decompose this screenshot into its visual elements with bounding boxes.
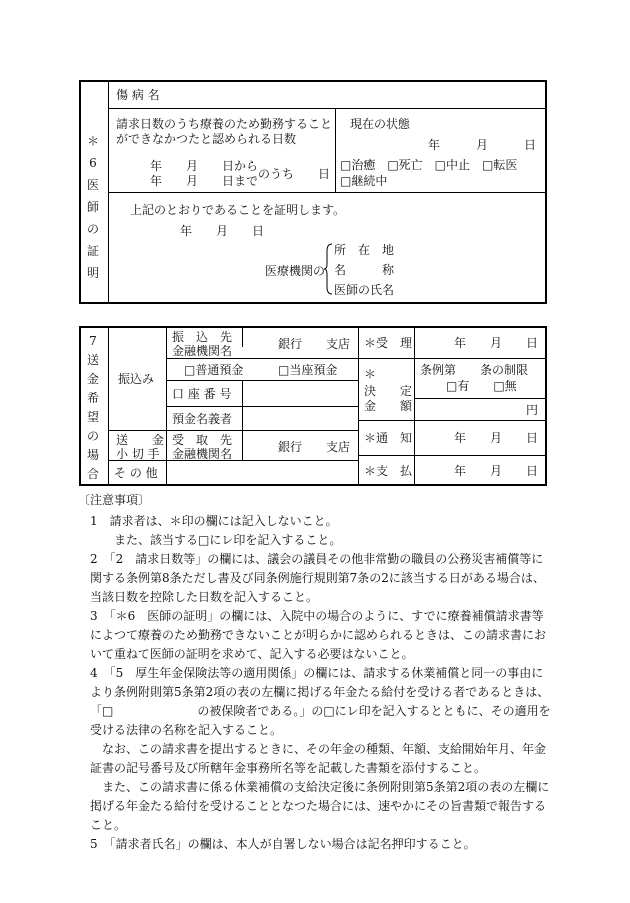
work-days-label-2: ができなかつたと認められる日数 [116,132,297,146]
certify-date[interactable]: 年 月 日 [180,224,265,238]
divider-days [108,192,546,193]
institution-address-label: 所 在 地 [334,243,395,257]
limit-yes-no[interactable]: □有 □無 [446,379,517,393]
status-options-1[interactable]: □治癒 □死亡 □中止 □転医 [340,158,518,172]
remit-section-label [86,332,100,484]
recv-branch[interactable]: 銀行 支店 [278,440,351,454]
remit-label-char: の [86,429,99,443]
period-from[interactable]: 年 月 日から [150,159,259,173]
period-within: のうち [258,167,295,181]
remit-row-5r [358,455,546,456]
institution-doctor-label: 医師の氏名 [334,283,395,297]
account-holder-label: 預金名義者 [172,412,233,426]
remit-row-1r [358,358,546,359]
check-label-1: 送 金 [116,433,165,447]
payment-label: ＊支 払 [364,464,413,478]
account-number-label: 口 座 番 号 [172,387,232,401]
note-5: 5 「請求者氏名」の欄は、本人が自署しない場合は記名押印すること。 [90,837,476,851]
remit-row-3 [166,406,358,407]
institution-name-label: 名 称 [334,263,395,277]
deposit-current-checkbox[interactable]: □当座預金 [278,363,338,377]
remit-label-char: 送 [86,353,99,367]
remit-label-char: 望 [86,410,99,424]
recv-label-2: 金融機関名 [172,447,233,461]
remit-label-char: 合 [86,467,99,481]
remit-divider-1 [108,327,109,485]
divider-disease [108,108,546,109]
institution-brace-icon [324,243,334,295]
remit-row-4 [108,430,358,431]
note-1a: 1 請求者は、＊印の欄には記入しないこと。 [90,514,338,528]
certify-text: 上記のとおりであることを証明します。 [130,203,346,217]
note-3: 3 「＊6 医師の証明」の欄には、入院中の場合のように、すでに療養補償請求書等によつて療養のため勤務できないことが明らかに認められるときは、この請求書において重ねて医師の証明を求めて、記入する必要はないこと。 [90,609,547,661]
remit-label-char: 希 [86,391,99,405]
other-label: そ の 他 [114,466,158,480]
decision-label-1: 決 定 [364,384,413,398]
institution-label: 医療機関の [265,264,326,278]
doctor-label-char: の [86,222,99,236]
transfer-label: 振込み [118,372,155,386]
divider-status [335,108,336,192]
status-label: 現在の状態 [350,117,411,131]
doctor-label-char: 師 [86,200,99,214]
note-1b: また、該当する□にレ印を記入すること。 [114,533,342,547]
remit-label-char: 場 [86,448,99,462]
decision-label-2: 金 額 [364,399,413,413]
remit-row-1 [166,358,358,359]
doctor-label-char: 6 [89,156,97,170]
note-4a: 4 「5 厚生年金保険法等の適用関係」の欄には、請求する休業補償と同一の事由により条例附則第5条第2項の表の左欄に掲げる年金たる給付を受ける者であるときは、「□ の被保険者である。」の□にレ印を記入するとともに、その適用を受ける法律の名称を記入すること。 [90,666,551,737]
work-days-label-1: 請求日数のうち療養のため勤務すること [116,117,333,131]
receipt-label: ＊受 理 [364,336,413,350]
note-4b: なお、この請求書を提出するときに、その年金の種類、年額、支給開始年月、年金証書の記号番号及び所轄年金事務所名等を記載した書類を添付すること。 [90,742,547,775]
notes-body [90,512,554,854]
decision-mark: ＊ [364,367,377,381]
note-2: 2 「2 請求日数等」の欄には、議会の議員その他非常勤の職員の公務災害補償等に関する条例第8条ただし書及び同条例施行規則第7条の2に該当する日がある場合は、当該日数を控除した日数を記入すること。 [90,552,545,604]
deposit-ordinary-checkbox[interactable]: □普通預金 [184,363,244,377]
recv-label-1: 受 取 先 [172,433,233,447]
remit-divider-3c [242,430,243,460]
notice-date[interactable]: 年 月 日 [454,431,539,445]
disease-name-label: 傷 病 名 [116,88,160,102]
status-date[interactable]: 年 月 日 [428,138,537,152]
doctor-section-label [86,130,100,284]
period-day[interactable]: 日 [318,167,331,181]
remit-divider-4 [358,327,359,485]
bank-label-2: 金融機関名 [172,344,233,358]
notice-label: ＊通 知 [364,431,413,445]
doctor-label-char: 証 [86,244,99,258]
remit-row-4r [358,420,546,421]
doctor-label-char: 医 [86,178,99,192]
yen-label: 円 [526,403,539,417]
doctor-label-char: 明 [86,266,99,280]
receipt-date[interactable]: 年 月 日 [454,336,539,350]
remit-divider-3b [242,380,243,430]
remit-row-2 [166,380,358,381]
bank-branch[interactable]: 銀行 支店 [278,337,351,351]
note-4c: また、この請求書に係る休業補償の支給決定後に条例附則第5条第2項の表の左欄に掲げる年金たる給付を受けることとなつた場合には、速やかにその旨書類で報告すること。 [90,780,550,832]
regulation-text: 条例第 条の制限 [420,363,529,377]
notes-heading: 〔注意事項〕 [78,493,151,507]
bank-label-1: 振 込 先 [172,330,233,344]
check-label-2: 小 切 手 [116,447,160,461]
remit-label-char: 金 [86,372,99,386]
remit-row-3r [414,398,546,399]
remit-divider-3 [242,327,243,347]
remit-label-char: 7 [89,334,97,348]
payment-date[interactable]: 年 月 日 [454,464,539,478]
doctor-label-char: ＊ [86,134,99,148]
status-options-2[interactable]: □継続中 [340,174,388,188]
period-to[interactable]: 年 月 日まで [150,174,259,188]
remit-divider-5 [414,327,415,485]
